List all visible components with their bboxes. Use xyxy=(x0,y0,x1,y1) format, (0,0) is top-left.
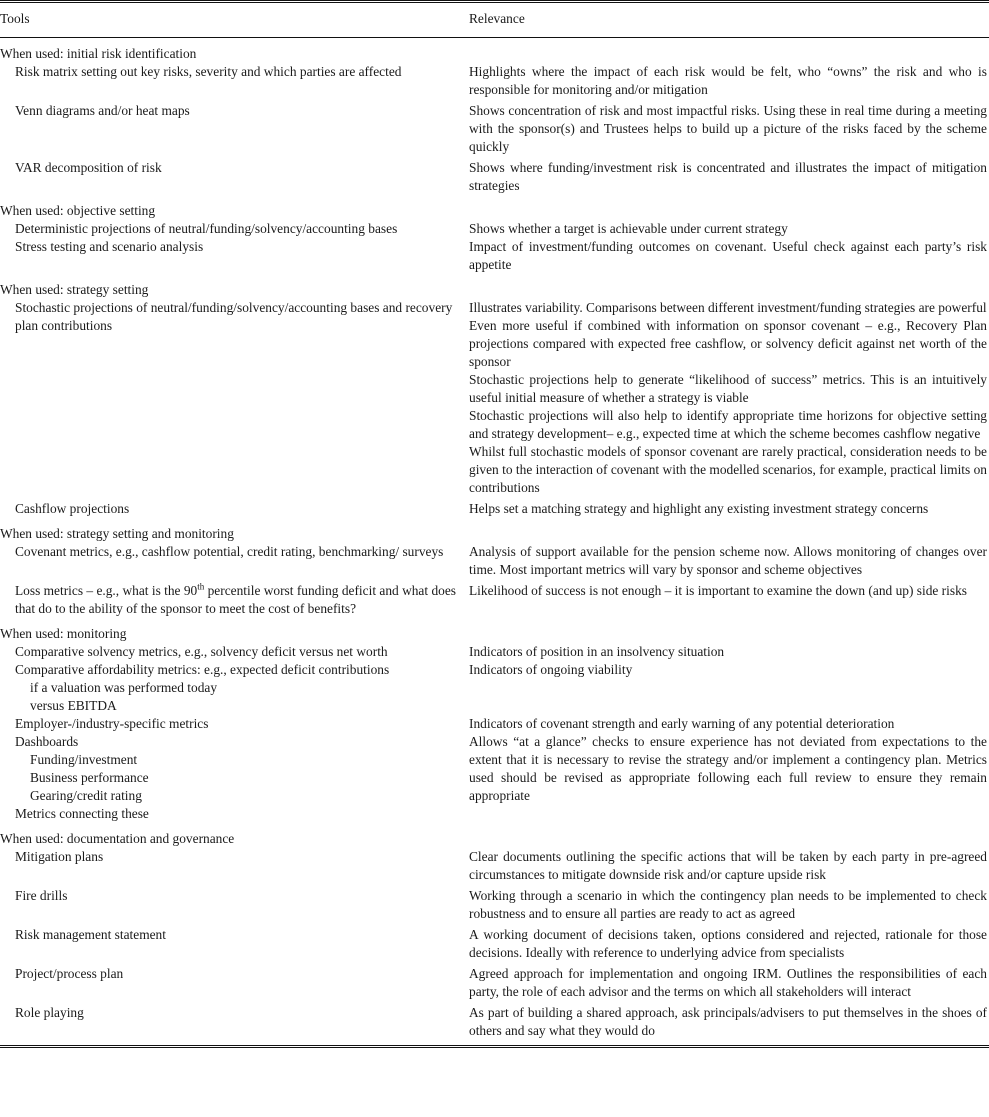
relevance-cell-group xyxy=(469,299,989,497)
ordinal-suffix: th xyxy=(197,581,205,592)
table-row xyxy=(0,661,989,715)
tool-cell: Deterministic projections of neutral/funding/solvency/accounting bases xyxy=(15,221,398,236)
section-title: When used: strategy setting and monitoring xyxy=(0,526,234,541)
table-row xyxy=(0,715,989,733)
table-row xyxy=(0,1004,989,1045)
table-row xyxy=(0,643,989,661)
tool-cell-group xyxy=(0,661,469,715)
table-row xyxy=(0,926,989,962)
section-title-row xyxy=(0,830,989,848)
relevance-cell: Highlights where the impact of each risk would be felt, who “owns” the risk and who is responsible for monitoring and/or mitigation xyxy=(469,64,987,97)
relevance-cell: Shows where funding/investment risk is concentrated and illustrates the impact of mitigation strategies xyxy=(469,160,987,193)
relevance-cell: Likelihood of success is not enough – it is important to examine the down (and up) side risks xyxy=(469,583,967,598)
tool-cell: Metrics connecting these xyxy=(15,806,149,821)
section-title-row xyxy=(0,625,989,643)
relevance-cell: Illustrates variability. Comparisons between different investment/funding strategies are powerful xyxy=(469,300,987,315)
relevance-cell: Impact of investment/funding outcomes on covenant. Useful check against each party’s risk appetite xyxy=(469,239,987,272)
section-title: When used: strategy setting xyxy=(0,282,149,297)
relevance-cell: Indicators of ongoing viability xyxy=(469,662,633,677)
relevance-cell: As part of building a shared approach, ask principals/advisers to put themselves in the shoes of others and say what they would do xyxy=(469,1005,987,1038)
tool-cell: Employer-/industry-specific metrics xyxy=(15,716,209,731)
tool-cell: Dashboards xyxy=(15,734,79,749)
header-rule xyxy=(0,37,989,38)
table-row xyxy=(0,299,989,497)
relevance-cell: Allows “at a glance” checks to ensure experience has not deviated from expectations to the extent that it is necessary to revise the strategy and/or implement a contingency plan. Metrics used should be revised as appropriate following each full review to ensure they remain appropriate xyxy=(469,734,987,803)
tool-cell-continued: if a valuation was performed today xyxy=(30,680,218,695)
section-title-row xyxy=(0,202,989,220)
bottom-rule xyxy=(0,1045,989,1048)
table-row xyxy=(0,848,989,884)
tool-cell: Cashflow projections xyxy=(15,501,130,516)
dashboard-sub-item: Funding/investment xyxy=(30,752,138,767)
table-row xyxy=(0,102,989,156)
section-title: When used: documentation and governance xyxy=(0,831,235,846)
tool-cell: Comparative affordability metrics: e.g., expected deficit contributions xyxy=(15,662,390,677)
section-title-row xyxy=(0,45,989,63)
relevance-cell: Indicators of covenant strength and early warning of any potential deterioration xyxy=(469,716,895,731)
table-row xyxy=(0,63,989,99)
table-row xyxy=(0,965,989,1001)
tool-cell: Stress testing and scenario analysis xyxy=(15,239,204,254)
tool-cell: Role playing xyxy=(15,1005,84,1020)
relevance-cell: Shows whether a target is achievable under current strategy xyxy=(469,221,788,236)
section-title-row xyxy=(0,281,989,299)
table-row xyxy=(0,733,989,823)
relevance-cell: Stochastic projections will also help to identify appropriate time horizons for objective setting and strategy development– e.g., expected time at which the scheme becomes cashflow negative xyxy=(469,408,987,441)
section-title: When used: initial risk identification xyxy=(0,46,197,61)
section-title: When used: monitoring xyxy=(0,626,127,641)
tool-cell: Covenant metrics, e.g., cashflow potential, credit rating, benchmarking/ surveys xyxy=(15,544,444,559)
dashboard-sub-item: Gearing/credit rating xyxy=(30,788,142,803)
relevance-cell: Working through a scenario in which the contingency plan needs to be implemented to check robustness and to ensure all parties are ready to act as agreed xyxy=(469,888,987,921)
tool-cell-group xyxy=(0,733,469,823)
tool-cell: Stochastic projections of neutral/funding/solvency/accounting bases and recovery plan contributions xyxy=(15,300,453,333)
section-title: When used: objective setting xyxy=(0,203,156,218)
table-row xyxy=(0,543,989,579)
section-title-row xyxy=(0,525,989,543)
table-row xyxy=(0,500,989,518)
tool-cell: Fire drills xyxy=(15,888,68,903)
tool-cell: VAR decomposition of risk xyxy=(15,160,162,175)
relevance-cell: Clear documents outlining the specific actions that will be taken by each party in pre-agreed circumstances to mitigate downside risk and/or capture upside risk xyxy=(469,849,987,882)
relevance-cell: Whilst full stochastic models of sponsor covenant are rarely practical, consideration needs to be given to the interaction of covenant with the modelled scenarios, for example, practical limits on contributions xyxy=(469,444,987,495)
tool-cell: Venn diagrams and/or heat maps xyxy=(15,103,190,118)
table-row xyxy=(0,887,989,923)
header-tools: Tools xyxy=(0,11,30,26)
relevance-cell: Stochastic projections help to generate “likelihood of success” metrics. This is an intuitively useful initial measure of whether a strategy is viable xyxy=(469,372,987,405)
tool-text: percentile worst funding deficit and what does that do to the ability of the sponsor to meet the cost of benefits? xyxy=(15,583,456,616)
tool-text: Loss metrics – e.g., what is the 90 xyxy=(15,583,198,598)
tool-cell: Project/process plan xyxy=(15,966,124,981)
dashboard-sub-item: Business performance xyxy=(30,770,149,785)
relevance-cell: Shows concentration of risk and most impactful risks. Using these in real time during a meeting with the sponsor(s) and Trustees helps to build up a picture of the risks faced by the scheme quickly xyxy=(469,103,987,154)
tool-cell-continued: versus EBITDA xyxy=(30,698,117,713)
table-row xyxy=(0,582,989,618)
table-row xyxy=(0,238,989,274)
tool-cell: Risk management statement xyxy=(15,927,166,942)
tool-cell: Mitigation plans xyxy=(15,849,104,864)
tool-cell: Comparative solvency metrics, e.g., solvency deficit versus net worth xyxy=(15,644,388,659)
relevance-cell: Even more useful if combined with information on sponsor covenant – e.g., Recovery Plan projections compared with expected free cashflow, or solvency deficit against net worth of the sponsor xyxy=(469,318,987,369)
tool-cell xyxy=(0,582,469,618)
table-row xyxy=(0,220,989,238)
relevance-cell: Agreed approach for implementation and ongoing IRM. Outlines the responsibilities of each party, the role of each advisor and the terms on which all stakeholders will interact xyxy=(469,966,987,999)
relevance-cell: A working document of decisions taken, options considered and rejected, rationale for those decisions. Ideally with reference to underlying advice from specialists xyxy=(469,927,987,960)
header-row xyxy=(0,3,989,37)
table-row xyxy=(0,159,989,195)
header-relevance: Relevance xyxy=(469,11,525,26)
tool-cell: Risk matrix setting out key risks, severity and which parties are affected xyxy=(15,64,402,79)
relevance-cell: Helps set a matching strategy and highlight any existing investment strategy concerns xyxy=(469,501,929,516)
relevance-cell: Indicators of position in an insolvency situation xyxy=(469,644,725,659)
relevance-cell: Analysis of support available for the pension scheme now. Allows monitoring of changes over time. Most important metrics will vary by sponsor and scheme objectives xyxy=(469,544,987,577)
